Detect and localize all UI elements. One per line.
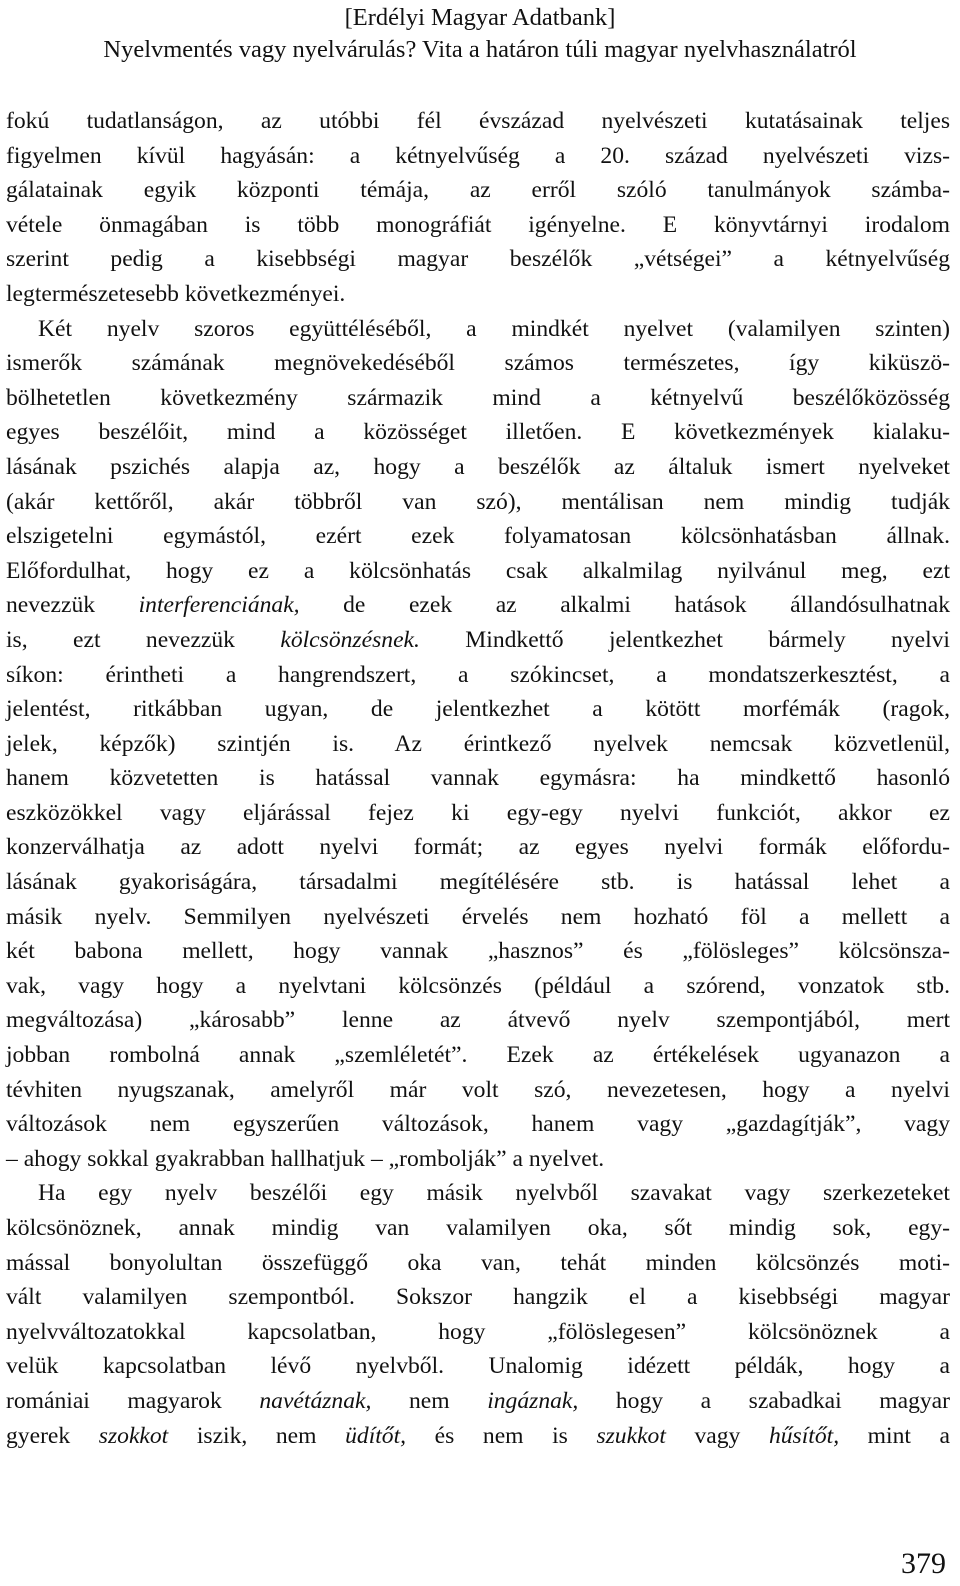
text-line: [6, 1003, 950, 1038]
page-number: 379: [901, 1547, 946, 1580]
text-line: [6, 900, 950, 935]
text-segment: hanem közvetetten is hatással vannak egymásra: ha mindkettő hasonló: [6, 765, 950, 792]
italic-term: kölcsönzésnek.: [280, 626, 420, 653]
text-segment: két babona mellett, hogy vannak „hasznos” és „fölösleges” kölcsönsza-: [6, 938, 950, 965]
text-segment: Előfordulhat, hogy ez a kölcsönhatás csak alkalmilag nyilvánul meg, ezt: [6, 557, 950, 584]
text-line: [6, 277, 950, 312]
text-segment: Két nyelv szoros együttéléséből, a mindkét nyelvet (valamilyen szinten): [38, 315, 950, 342]
text-segment: legtermészetesebb következményei.: [6, 280, 346, 307]
text-segment: megváltozása) „károsabb” lenne az átvevő nyelv szempontjából, mert: [6, 1007, 950, 1034]
text-segment: vak, vagy hogy a nyelvtani kölcsönzés (például a szórend, vonzatok stb.: [6, 972, 950, 999]
text-line: [6, 1038, 950, 1073]
text-segment: gyerek: [6, 1422, 99, 1449]
text-segment: mint a: [839, 1422, 950, 1449]
text-line: [6, 312, 950, 347]
text-segment: egyes beszélőit, mind a közösséget illetően. E következmények kialaku-: [6, 419, 950, 446]
header-source: [Erdélyi Magyar Adatbank]: [344, 4, 616, 31]
text-line: [6, 1211, 950, 1246]
page-header: [0, 0, 960, 66]
text-line: [6, 1280, 950, 1315]
text-segment: bölhetetlen következmény származik mind a kétnyelvű beszélőközösség: [6, 384, 950, 411]
text-line: [6, 830, 950, 865]
italic-term: üdítőt,: [345, 1422, 407, 1449]
text-segment: figyelmen kívül hagyásán: a kétnyelvűség a 20. század nyelvészeti vizs-: [6, 142, 950, 169]
text-segment: eszközökkel vagy eljárással fejez ki egy-egy nyelvi funkciót, akkor ez: [6, 799, 950, 826]
text-segment: nyelvváltozatokkal kapcsolatban, hogy „fölöslegesen” kölcsönöznek a: [6, 1318, 950, 1345]
text-line: [6, 865, 950, 900]
text-segment: iszik, nem: [168, 1422, 346, 1449]
text-line: [6, 1315, 950, 1350]
text-line: [6, 139, 950, 174]
italic-term: szukkot: [596, 1422, 666, 1449]
text-line: [6, 623, 950, 658]
text-line: [6, 658, 950, 693]
text-line: [6, 208, 950, 243]
text-segment: Ha egy nyelv beszélői egy másik nyelvből szavakat vagy szerkezeteket: [38, 1180, 950, 1207]
text-segment: Mindkettő jelentkezhet bármely nyelvi: [419, 626, 950, 653]
text-line: [6, 1073, 950, 1108]
italic-term: interferenciának,: [138, 592, 300, 619]
text-line: [6, 934, 950, 969]
text-line: [6, 519, 950, 554]
text-segment: vagy: [665, 1422, 769, 1449]
text-segment: gálatainak egyik központi témája, az erről szóló tanulmányok számba-: [6, 177, 950, 204]
text-segment: síkon: érintheti a hangrendszert, a szókincset, a mondatszerkesztést, a: [6, 661, 950, 688]
text-segment: tévhiten nyugszanak, amelyről már volt szó, nevezetesen, hogy a nyelvi: [6, 1076, 950, 1103]
text-line: [6, 104, 950, 139]
text-segment: jelentést, ritkábban ugyan, de jelentkezhet a kötött morfémák (ragok,: [6, 696, 950, 723]
text-segment: jelek, képzők) szintjén is. Az érintkező nyelvek nemcsak közvetlenül,: [6, 730, 950, 757]
italic-term: szokkot: [98, 1422, 169, 1449]
text-line: [6, 1246, 950, 1281]
text-line: [6, 1384, 950, 1419]
paragraph: [6, 312, 950, 1177]
text-segment: konzerválhatja az adott nyelvi formát; az egyes nyelvi formák előfordu-: [6, 834, 950, 861]
text-segment: nevezzük: [6, 592, 139, 619]
text-line: [6, 1176, 950, 1211]
text-line: [6, 450, 950, 485]
text-segment: is, ezt nevezzük: [6, 626, 281, 653]
text-line: [6, 969, 950, 1004]
text-segment: vált valamilyen szempontból. Sokszor hangzik el a kisebbségi magyar: [6, 1284, 950, 1311]
italic-term: navétáznak,: [259, 1387, 372, 1414]
paragraph: [6, 104, 950, 312]
text-segment: (akár kettőről, akár többről van szó), mentálisan nem mindig tudják: [6, 488, 950, 515]
text-line: [6, 346, 950, 381]
text-segment: de ezek az alkalmi hatások állandósulhatnak: [299, 592, 950, 619]
text-segment: nem: [371, 1387, 488, 1414]
text-line: [6, 796, 950, 831]
text-line: [6, 415, 950, 450]
text-segment: elszigetelni egymástól, ezért ezek folyamatosan kölcsönhatásban állnak.: [6, 523, 950, 550]
text-line: [6, 1349, 950, 1384]
header-title: Nyelvmentés vagy nyelvárulás? Vita a határon túli magyar nyelvhasználatról: [103, 36, 857, 63]
text-line: [6, 727, 950, 762]
text-line: [6, 692, 950, 727]
body-text: [6, 104, 950, 1453]
text-segment: mással bonyolultan összefüggő oka van, tehát minden kölcsönzés moti-: [6, 1249, 950, 1276]
italic-term: hűsítőt,: [768, 1422, 840, 1449]
text-segment: romániai magyarok: [6, 1387, 260, 1414]
text-segment: másik nyelv. Semmilyen nyelvészeti érvelés nem hozható föl a mellett a: [6, 903, 950, 930]
text-line: [6, 242, 950, 277]
text-line: [6, 1419, 950, 1454]
text-segment: kölcsönöznek, annak mindig van valamilyen oka, sőt mindig sok, egy-: [6, 1215, 950, 1241]
text-segment: – ahogy sokkal gyakrabban hallhatjuk – „rombolják” a nyelvet.: [6, 1145, 605, 1172]
text-line: [6, 588, 950, 623]
text-line: [6, 761, 950, 796]
text-line: [6, 381, 950, 416]
text-line: [6, 485, 950, 520]
text-line: [6, 554, 950, 589]
text-segment: vétele önmagában is több monográfiát igényelne. E könyvtárnyi irodalom: [6, 211, 950, 238]
text-segment: velük kapcsolatban lévő nyelvből. Unalomig idézett példák, hogy a: [6, 1353, 950, 1380]
text-segment: lásának pszichés alapja az, hogy a beszélők az általuk ismert nyelveket: [6, 453, 950, 480]
text-segment: ismerők számának megnövekedéséből számos természetes, így kiküszö-: [6, 350, 950, 377]
text-line: [6, 1107, 950, 1142]
text-segment: fokú tudatlanságon, az utóbbi fél évszázad nyelvészeti kutatásainak teljes: [6, 108, 950, 134]
text-segment: lásának gyakoriságára, társadalmi megítélésére stb. is hatással lehet a: [6, 869, 950, 896]
text-line: [6, 173, 950, 208]
text-segment: változások nem egyszerűen változások, hanem vagy „gazdagítják”, vagy: [6, 1111, 950, 1138]
text-segment: hogy a szabadkai magyar: [578, 1387, 951, 1414]
text-segment: és nem is: [406, 1422, 597, 1449]
text-segment: jobban rombolná annak „szemléletét”. Ezek az értékelések ugyanazon a: [6, 1042, 950, 1069]
text-line: [6, 1142, 950, 1177]
paragraph: [6, 1176, 950, 1453]
text-segment: szerint pedig a kisebbségi magyar beszélők „vétségei” a kétnyelvűség: [6, 246, 950, 273]
italic-term: ingáznak,: [487, 1387, 579, 1414]
